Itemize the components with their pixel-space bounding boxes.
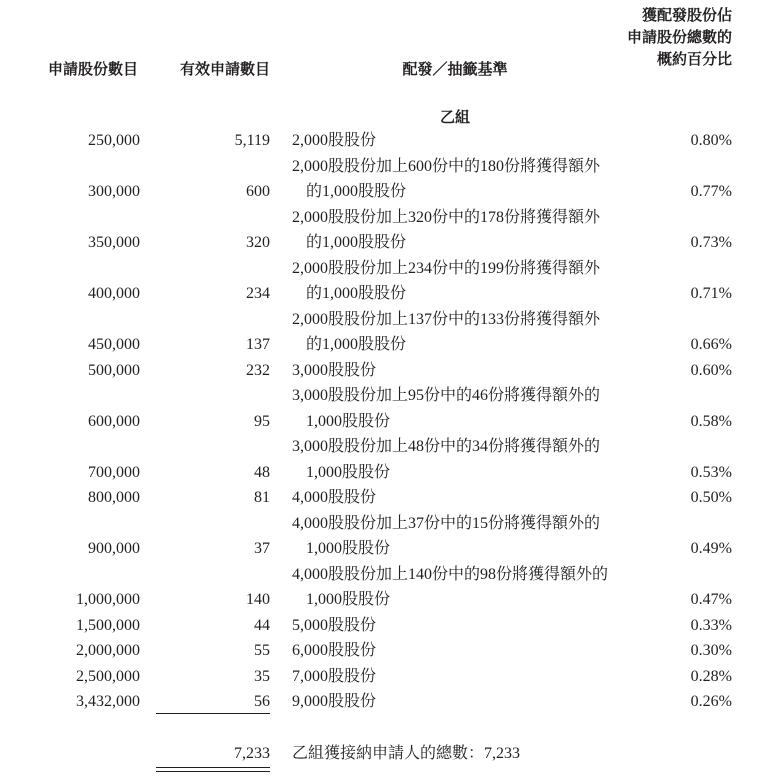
valid-applications-cell: 320: [246, 234, 270, 251]
basis-line: 3,000股股份: [292, 361, 377, 379]
header-pct-line: 概約百分比: [656, 50, 732, 68]
allocation-basis-cell: [292, 358, 632, 384]
applied-shares-cell: 700,000: [88, 463, 140, 481]
basis-line: 9,000股股份: [292, 693, 377, 710]
allocation-basis-cell: [292, 307, 632, 358]
basis-line: 的1,000股股份: [306, 234, 407, 251]
valid-applications-cell: 37: [254, 540, 270, 557]
approx-percentage-cell: 0.47%: [690, 591, 732, 608]
basis-line: 3,000股股份加上48份中的34份將獲得額外的: [292, 438, 601, 455]
applied-shares-cell: 350,000: [88, 234, 140, 251]
applied-shares-cell: 2,000,000: [76, 642, 140, 659]
total-double-rule-bottom: [156, 771, 270, 772]
allocation-basis-cell: [292, 664, 632, 690]
group-label: 乙組: [439, 108, 470, 126]
table-row: [0, 154, 771, 205]
approx-percentage-cell: 0.53%: [690, 463, 732, 481]
basis-line: 3,000股股份加上95份中的46份將獲得額外的: [292, 387, 601, 404]
approx-percentage-cell: 0.30%: [690, 642, 732, 659]
total-count: 7,233: [234, 745, 270, 762]
basis-line: 的1,000股股份: [306, 183, 407, 200]
header-pct-line: 申請股份總數的: [626, 28, 732, 46]
approx-percentage-cell: 0.73%: [690, 234, 732, 251]
table-row: [0, 664, 771, 690]
valid-applications-cell: 232: [246, 361, 270, 379]
table-row: [0, 358, 771, 384]
table-row: [0, 638, 771, 664]
approx-percentage-cell: 0.26%: [690, 693, 732, 710]
valid-applications-cell: 55: [254, 642, 270, 659]
basis-line: 的1,000股股份: [306, 336, 407, 353]
total-summary: 乙組獲接納申請人的總數：7,233: [292, 745, 521, 762]
applied-shares-cell: 450,000: [88, 336, 140, 353]
allocation-basis-cell: [292, 613, 632, 639]
basis-line: 2,000股股份加上137份中的133份將獲得額外: [292, 310, 601, 328]
applied-shares-cell: 1,000,000: [76, 591, 140, 608]
table-row: [0, 434, 771, 485]
approx-percentage-cell: 0.66%: [690, 336, 732, 353]
approx-percentage-cell: 0.77%: [690, 183, 732, 200]
table-row: [0, 613, 771, 639]
allocation-basis-cell: [292, 638, 632, 664]
allocation-basis-cell: [292, 562, 632, 613]
approx-percentage-cell: 0.33%: [690, 616, 732, 634]
approx-percentage-cell: 0.60%: [690, 361, 732, 379]
approx-percentage-cell: 0.80%: [690, 132, 732, 149]
approx-percentage-cell: 0.50%: [690, 489, 732, 506]
basis-line: 2,000股股份加上600份中的180份將獲得額外: [292, 157, 601, 175]
basis-line: 1,000股股份: [306, 540, 391, 557]
allocation-basis-cell: [292, 154, 632, 205]
header-applied-shares: 申請股份數目: [47, 60, 138, 78]
header-allocation-basis: 配發／抽籤基準: [402, 60, 508, 78]
basis-line: 1,000股股份: [306, 463, 391, 481]
valid-applications-cell: 56: [254, 693, 270, 710]
approx-percentage-cell: 0.49%: [690, 540, 732, 557]
table-row: [0, 128, 771, 154]
basis-line: 1,000股股份: [306, 412, 391, 430]
table-row: [0, 307, 771, 358]
approx-percentage-cell: 0.71%: [690, 285, 732, 302]
table-row: [0, 511, 771, 562]
basis-line: 2,000股股份: [292, 132, 377, 149]
applied-shares-cell: 1,500,000: [76, 616, 140, 634]
basis-line: 2,000股股份加上320份中的178份將獲得額外: [292, 208, 601, 226]
allocation-basis-cell: [292, 511, 632, 562]
valid-applications-cell: 234: [246, 285, 270, 302]
valid-applications-cell: 600: [246, 183, 270, 200]
table-row: [0, 205, 771, 256]
table-row: [0, 383, 771, 434]
basis-line: 4,000股股份加上37份中的15份將獲得額外的: [292, 514, 601, 532]
applied-shares-cell: 300,000: [88, 183, 140, 200]
basis-line: 6,000股股份: [292, 642, 377, 659]
approx-percentage-cell: 0.28%: [690, 667, 732, 685]
valid-applications-cell: 44: [254, 616, 270, 634]
basis-line: 5,000股股份: [292, 616, 377, 634]
valid-applications-cell: 137: [246, 336, 270, 353]
applied-shares-cell: 600,000: [88, 412, 140, 430]
total-double-rule-top: [156, 767, 270, 768]
table-row: [0, 485, 771, 511]
basis-line: 4,000股股份加上140份中的98份將獲得額外的: [292, 565, 609, 583]
table-row: [0, 689, 771, 715]
applied-shares-cell: 800,000: [88, 489, 140, 506]
allocation-basis-cell: [292, 205, 632, 256]
allocation-basis-cell: [292, 383, 632, 434]
valid-applications-cell: 95: [254, 412, 270, 430]
approx-percentage-cell: 0.58%: [690, 412, 732, 430]
applied-shares-cell: 500,000: [88, 361, 140, 379]
basis-line: 的1,000股股份: [306, 285, 407, 302]
header-valid-applications: 有效申請數目: [179, 60, 270, 78]
basis-line: 7,000股股份: [292, 667, 377, 685]
valid-applications-cell: 48: [254, 463, 270, 481]
applied-shares-cell: 2,500,000: [76, 667, 140, 685]
subtotal-rule: [156, 713, 270, 714]
basis-line: 1,000股股份: [306, 591, 391, 608]
table-row: [0, 256, 771, 307]
basis-line: 2,000股股份加上234份中的199份將獲得額外: [292, 259, 601, 277]
applied-shares-cell: 900,000: [88, 540, 140, 557]
header-pct-line: 獲配發股份佔: [641, 6, 732, 24]
valid-applications-cell: 81: [254, 489, 270, 506]
applied-shares-cell: 3,432,000: [76, 693, 140, 710]
allocation-basis-cell: [292, 689, 632, 715]
allocation-basis-cell: [292, 256, 632, 307]
table-row: [0, 562, 771, 613]
applied-shares-cell: 250,000: [88, 132, 140, 149]
header-approx-percentage: [590, 4, 732, 70]
allocation-basis-cell: [292, 434, 632, 485]
applied-shares-cell: 400,000: [88, 285, 140, 302]
basis-line: 4,000股股份: [292, 489, 377, 506]
valid-applications-cell: 35: [254, 667, 270, 685]
allocation-basis-cell: [292, 485, 632, 511]
valid-applications-cell: 5,119: [234, 132, 270, 149]
valid-applications-cell: 140: [246, 591, 270, 608]
allocation-basis-cell: [292, 128, 632, 154]
